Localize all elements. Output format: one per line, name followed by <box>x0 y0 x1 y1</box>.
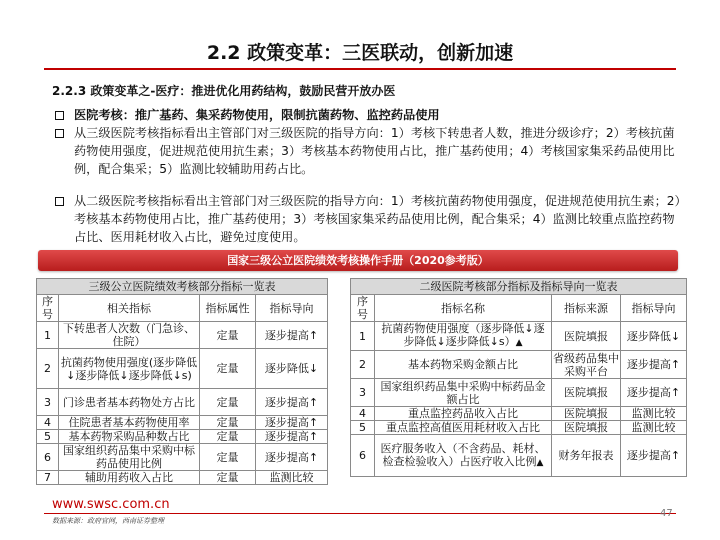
indicator-cell: 辅助用药收入占比 <box>59 471 200 485</box>
direction-cell: 监测比较 <box>256 471 328 485</box>
column-header: 序号 <box>351 295 375 322</box>
table-row <box>37 444 328 471</box>
title-divider <box>44 68 676 70</box>
table-row <box>37 389 328 416</box>
indicator-cell: 门诊患者基本药物处方占比 <box>59 389 200 416</box>
column-header: 指标属性 <box>200 295 256 322</box>
row-number: 2 <box>351 351 375 379</box>
indicator-cell: 重点监控高值医用耗材收入占比 <box>375 421 552 435</box>
data-source-note: 数据来源：政府官网，西南证券整理 <box>52 517 164 525</box>
source-cell: 财务年报表 <box>552 435 621 477</box>
row-number: 3 <box>37 389 59 416</box>
row-number: 6 <box>351 435 375 477</box>
direction-cell: 逐步提高↑ <box>256 444 328 471</box>
indicator-text: 抗菌药物使用强度（逐步降低↓逐步降低↓逐步降低↓s） <box>381 322 545 348</box>
source-cell: 医院填报 <box>552 379 621 407</box>
website-link[interactable]: www.swsc.com.cn <box>52 497 170 512</box>
indicator-cell: 住院患者基本药物使用率 <box>59 416 200 430</box>
indicator-text: 医疗服务收入（不含药品、耗材、检查检验收入）占医疗收入比例 <box>380 441 546 468</box>
direction-cell: 逐步提高↑ <box>256 430 328 444</box>
bullet-item <box>54 106 684 124</box>
indicator-cell: 国家组织药品集中采购中标药品金额占比 <box>375 379 552 407</box>
page-number: 47 <box>660 508 673 519</box>
direction-cell: 监测比较 <box>621 407 687 421</box>
section-subheading: 2.2.3 政策变革之-医疗：推进优化用药结构，鼓励民营开放办医 <box>52 84 396 98</box>
source-cell: 省级药品集中采购平台 <box>553 351 619 378</box>
triangle-marker-icon: ▲ <box>515 338 523 348</box>
footer-divider <box>44 513 676 514</box>
bullet-item <box>54 124 684 178</box>
table-row <box>37 471 328 485</box>
direction-cell: 逐步提高↑ <box>621 351 687 379</box>
indicator-cell: 基本药物采购金额占比 <box>375 351 552 379</box>
indicator-cell <box>375 322 552 351</box>
source-cell: 医院填报 <box>552 421 621 435</box>
direction-cell: 逐步提高↑ <box>256 416 328 430</box>
direction-cell: 逐步提高↑ <box>256 389 328 416</box>
indicator-cell: 基本药物采购品种数占比 <box>59 430 200 444</box>
source-cell: 医院填报 <box>552 322 621 351</box>
indicator-cell: 国家组织药品集中采购中标药品使用比例 <box>59 444 200 471</box>
table-row <box>37 430 328 444</box>
column-header: 指标导向 <box>256 295 328 322</box>
table-caption: 二级医院考核部分指标及指标导向一览表 <box>351 279 687 295</box>
attribute-cell: 定量 <box>200 430 256 444</box>
column-header: 相关指标 <box>59 295 200 322</box>
row-number: 4 <box>37 416 59 430</box>
source-cell: 医院填报 <box>552 407 621 421</box>
attribute-cell: 定量 <box>200 416 256 430</box>
table-row <box>351 407 687 421</box>
triangle-marker-icon: ▲ <box>536 457 544 468</box>
table-row <box>351 435 687 477</box>
square-bullet-icon <box>55 129 64 138</box>
table-row <box>351 351 687 379</box>
attribute-cell: 定量 <box>200 389 256 416</box>
direction-cell: 逐步降低↓ <box>256 349 328 389</box>
column-header: 序号 <box>37 295 59 322</box>
bullet-text: 从二级医院考核指标看出主管部门对三级医院的指导方向：1）考核抗菌药物使用强度，促进规范使用抗生素；2）考核基本药物使用占比，推广基药使用；3）考核国家集采药品使用比例，配合集采；4）监测比较重点监控药物占比、医用耗材收入占比，避免过度使用。 <box>74 194 681 244</box>
direction-cell: 逐步提高↑ <box>621 379 687 407</box>
indicator-cell: 下转患者人次数（门急诊、住院） <box>59 322 200 349</box>
table-row <box>37 416 328 430</box>
indicator-cell <box>375 435 552 477</box>
column-header: 指标导向 <box>621 295 687 322</box>
row-number: 2 <box>37 349 59 389</box>
direction-cell: 逐步降低↓ <box>621 322 687 351</box>
table-row <box>351 421 687 435</box>
attribute-cell: 定量 <box>200 471 256 485</box>
square-bullet-icon <box>55 197 64 206</box>
table-row <box>351 322 687 351</box>
row-number: 5 <box>37 430 59 444</box>
tier2-indicator-table <box>350 278 687 477</box>
manual-banner: 国家三级公立医院绩效考核操作手册（2020参考版） <box>38 250 678 271</box>
table-caption: 三级公立医院绩效考核部分指标一览表 <box>37 279 328 295</box>
table-row <box>351 379 687 407</box>
direction-cell: 逐步提高↑ <box>621 435 687 477</box>
column-header: 指标来源 <box>552 295 621 322</box>
page-title: 2.2 政策变革：三医联动，创新加速 <box>206 42 514 64</box>
bullet-item <box>54 192 684 246</box>
row-number: 5 <box>351 421 375 435</box>
attribute-cell: 定量 <box>200 322 256 349</box>
row-number: 6 <box>37 444 59 471</box>
direction-cell: 逐步提高↑ <box>256 322 328 349</box>
table-row <box>37 349 328 389</box>
square-bullet-icon <box>55 111 64 120</box>
column-header: 指标名称 <box>375 295 552 322</box>
bullet-text: 从三级医院考核指标看出主管部门对三级医院的指导方向：1）考核下转患者人数，推进分级诊疗；2）考核抗菌药物使用强度，促进规范使用抗生素；3）考核基本药物使用占比，推广基药使用；4）考核国家集采药品使用比例，配合集采；5）监测比较辅助用药占比。 <box>74 126 675 176</box>
row-number: 3 <box>351 379 375 407</box>
direction-cell: 监测比较 <box>621 421 687 435</box>
bullet-list <box>54 106 684 246</box>
row-number: 7 <box>37 471 59 485</box>
indicator-cell: 抗菌药物使用强度(逐步降低↓逐步降低↓逐步降低↓s) <box>59 349 200 389</box>
attribute-cell: 定量 <box>200 444 256 471</box>
table-row <box>37 322 328 349</box>
attribute-cell: 定量 <box>200 349 256 389</box>
row-number: 1 <box>37 322 59 349</box>
indicator-cell: 重点监控药品收入占比 <box>375 407 552 421</box>
row-number: 1 <box>351 322 375 351</box>
tier3-indicator-table <box>36 278 328 485</box>
row-number: 4 <box>351 407 375 421</box>
bullet-text: 医院考核：推广基药、集采药物使用，限制抗菌药物、监控药品使用 <box>74 108 440 122</box>
